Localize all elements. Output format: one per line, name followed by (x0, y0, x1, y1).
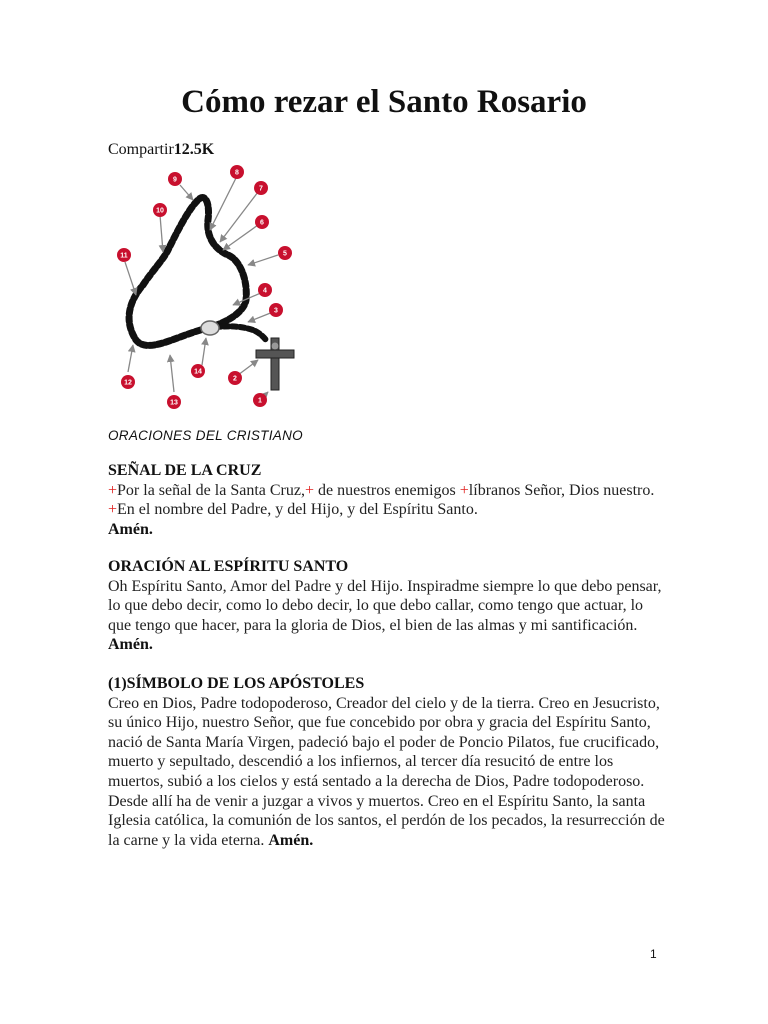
svg-text:10: 10 (156, 207, 164, 215)
svg-text:13: 13 (170, 399, 178, 407)
marker-3 (269, 303, 283, 317)
marker-11 (117, 248, 131, 262)
marker-6 (255, 215, 269, 229)
share-link[interactable] (108, 141, 214, 159)
marker-12 (121, 375, 135, 389)
page-title: Cómo rezar el Santo Rosario (181, 84, 587, 120)
svg-text:11: 11 (120, 252, 128, 260)
marker-4 (258, 283, 272, 297)
marker-10 (153, 203, 167, 217)
oracion-espiritu-santo (108, 557, 668, 655)
svg-text:9: 9 (173, 176, 177, 184)
svg-text:8: 8 (235, 169, 239, 177)
svg-text:12: 12 (124, 379, 132, 387)
marker-1 (253, 393, 267, 407)
svg-text:4: 4 (263, 287, 267, 295)
share-count: 12.5K (173, 141, 215, 158)
prayer-text: Oh Espíritu Santo, Amor del Padre y del Hijo. Inspiradme siempre lo que debo pensar, lo que debo decir, como lo debo decir, lo que debo callar, como tengo que actuar, lo que tengo que hacer, para la gloria de Dios, el bien de las almas y mi santificación. Amén. (108, 577, 662, 654)
svg-text:3: 3 (274, 307, 278, 315)
marker-13 (167, 395, 181, 409)
section-label: ORACIONES DEL CRISTIANO (108, 428, 303, 443)
svg-text:2: 2 (233, 375, 237, 383)
medal (201, 321, 219, 335)
section-heading: SEÑAL DE LA CRUZ (108, 462, 262, 479)
rosary-diagram (108, 160, 303, 415)
section-heading: (1)SÍMBOLO DE LOS APÓSTOLES (108, 675, 365, 692)
crucifix-icon (256, 338, 294, 390)
marker-9 (168, 172, 182, 186)
prayer-text: +Por la señal de la Santa Cruz,+ de nuestros enemigos +líbranos Señor, Dios nuestro. +En el nombre del Padre, y del Hijo, y del Espíritu Santo. Amén. (108, 481, 655, 538)
svg-text:14: 14 (194, 368, 202, 376)
marker-2 (228, 371, 242, 385)
prayer-text: Creo en Dios, Padre todopoderoso, Creador del cielo y de la tierra. Creo en Jesucristo, su único Hijo, nuestro Señor, que fue concebido por obra y gracia del Espíritu Santo, nació de Santa María Virgen, padeció bajo el poder de Poncio Pilatos, fue crucificado, muerto y sepultado, descendió a los infiernos, al tercer día resucitó de entre los muertos, subió a los cielos y está sentado a la derecha de Dios, Padre todopoderoso. Desde allí ha de venir a juzgar a vivos y muertos. Creo en el Espíritu Santo, la santa Iglesia católica, la comunión de los santos, el perdón de los pecados, la resurrección de la carne y la vida eterna. Amén. (108, 694, 665, 849)
senal-de-la-cruz (108, 461, 668, 539)
svg-text:6: 6 (260, 219, 264, 227)
simbolo-apostoles (108, 674, 668, 850)
marker-5 (278, 246, 292, 260)
section-heading: ORACIÓN AL ESPÍRITU SANTO (108, 558, 349, 575)
svg-text:1: 1 (258, 397, 262, 405)
marker-14 (191, 364, 205, 378)
svg-text:7: 7 (259, 185, 263, 193)
svg-text:5: 5 (283, 250, 287, 258)
page-number: 1 (650, 947, 657, 961)
marker-8 (230, 165, 244, 179)
marker-7 (254, 181, 268, 195)
share-label: Compartir (108, 141, 174, 158)
rosary-loop (129, 198, 246, 346)
